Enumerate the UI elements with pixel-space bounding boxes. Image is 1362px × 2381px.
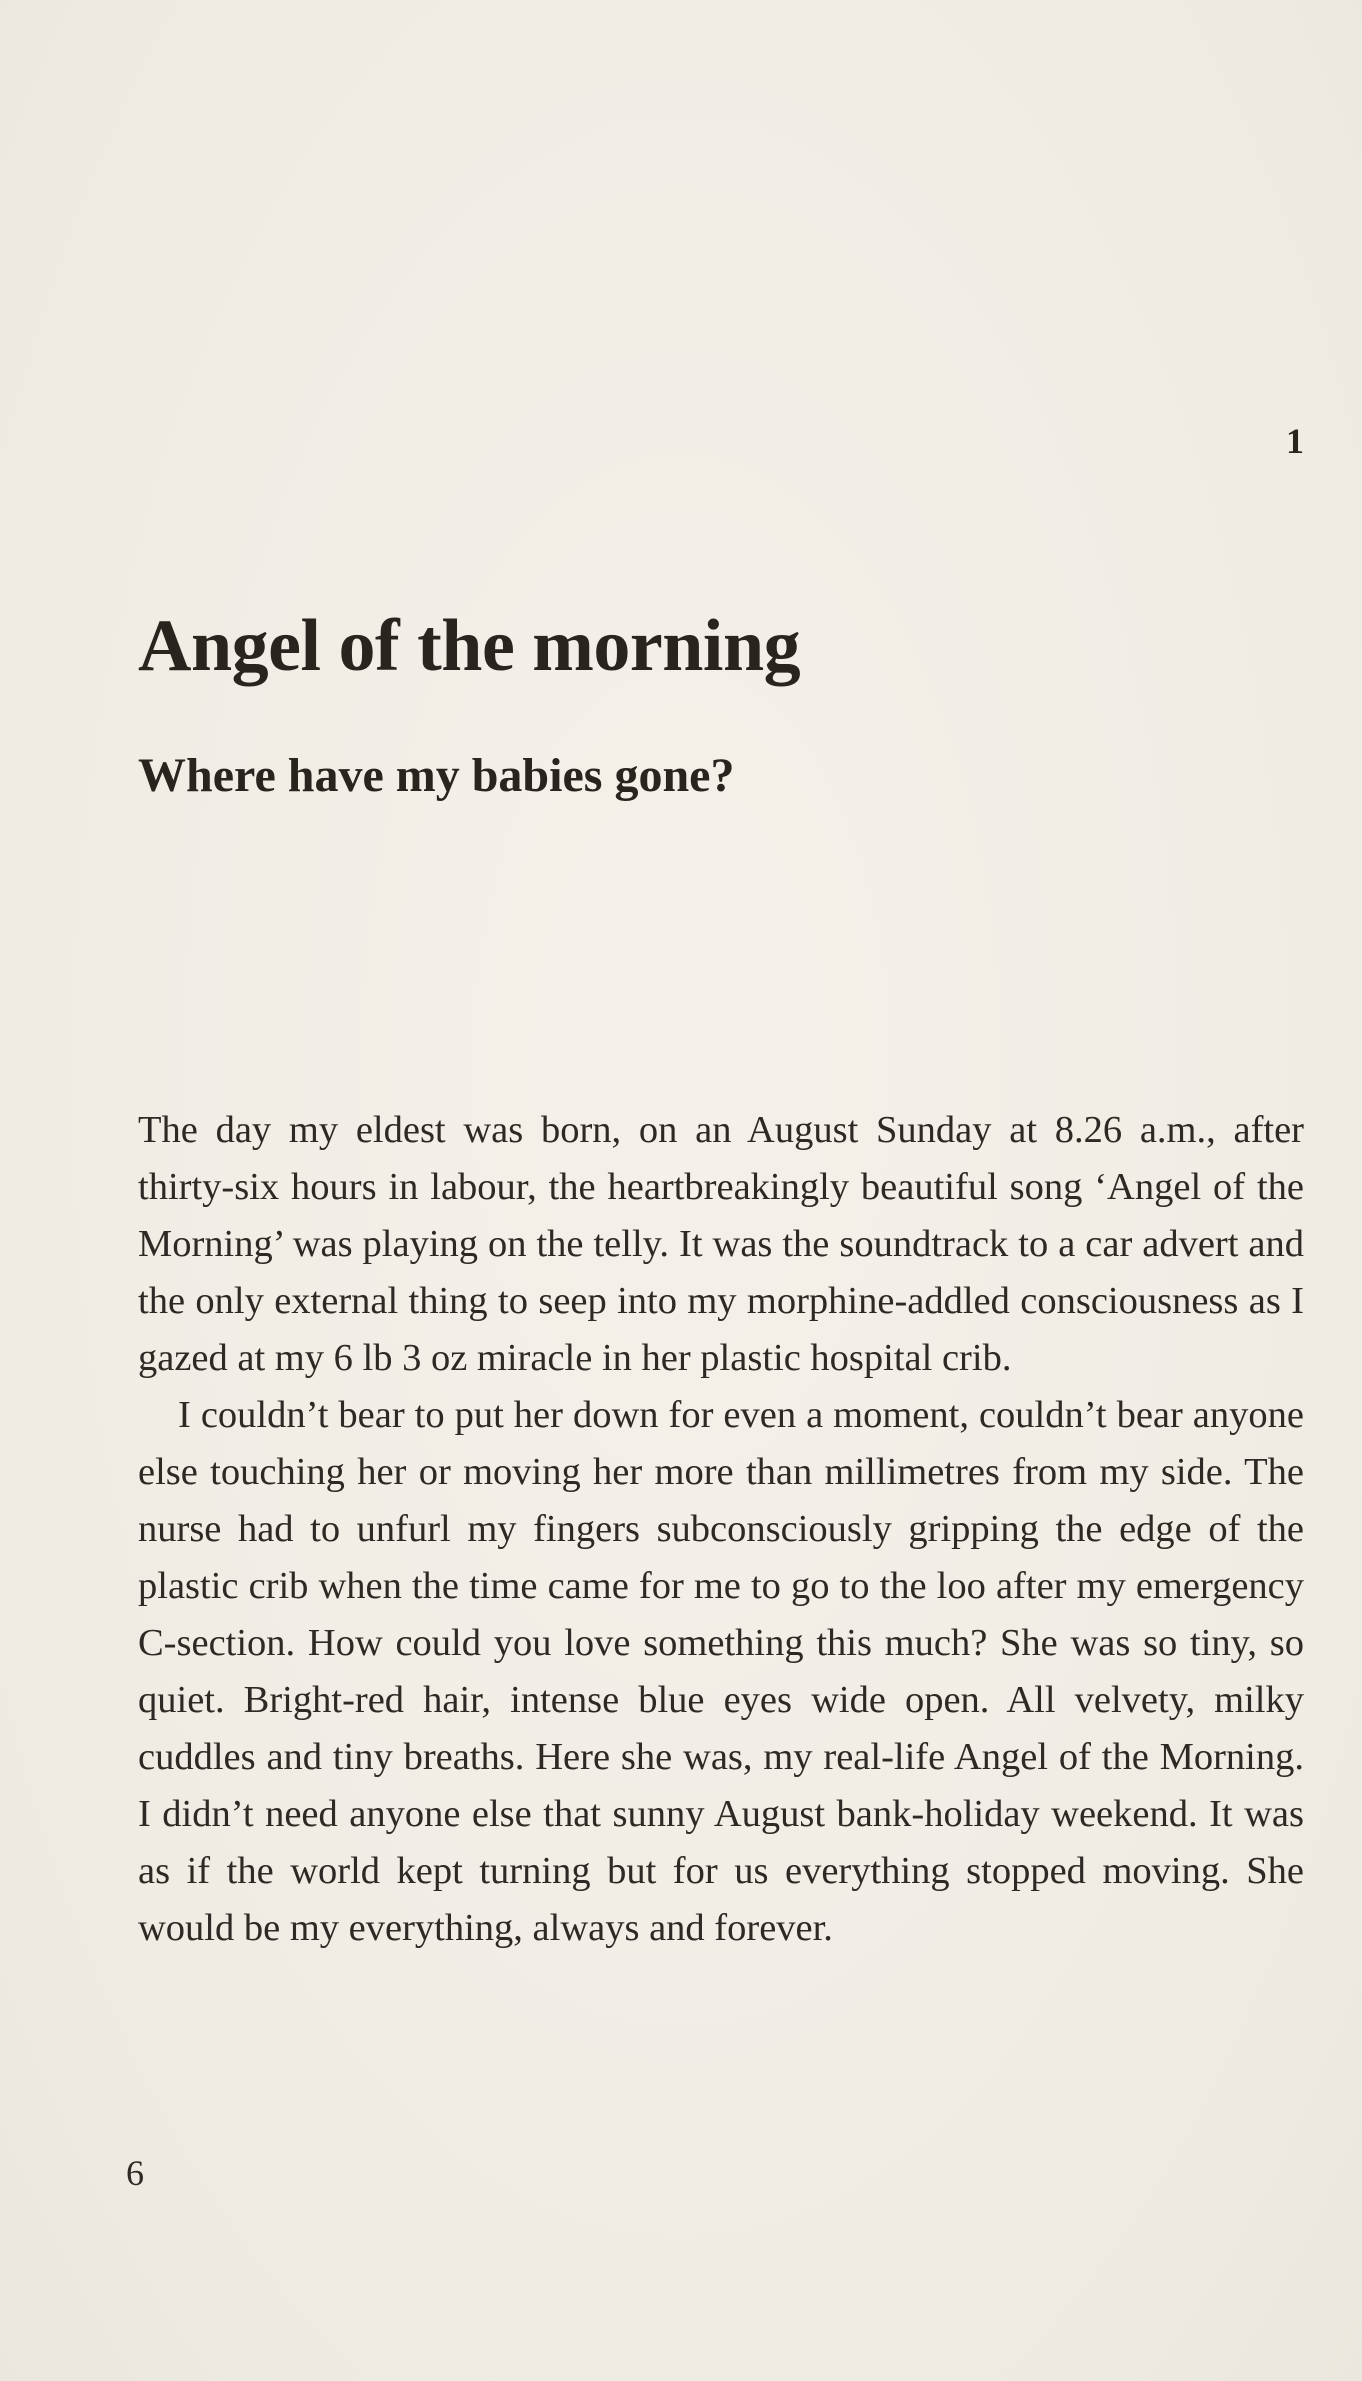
page-number: 6 [126,2153,144,2193]
body-text [138,1102,1304,1957]
paragraph: I couldn’t bear to put her down for even a moment, couldn’t bear anyone else touching her or moving her more than millimetres from my side. The nurse had to unfurl my fingers subconsciously gripping the edge of the plastic crib when the time came for me to go to the loo after my emergency C-section. How could you love something this much? She was so tiny, so quiet. Bright-red hair, intense blue eyes wide open. All velvety, milky cuddles and tiny breaths. Here she was, my real-life Angel of the Morning. I didn’t need anyone else that sunny August bank-holiday weekend. It was as if the world kept turning but for us everything stopped moving. She would be my everything, always and forever. [138,1394,1304,1949]
chapter-number: 1 [1286,421,1304,461]
chapter-title: Angel of the morning [138,605,801,687]
paragraph: The day my eldest was born, on an August Sunday at 8.26 a.m., after thirty-six hours in labour, the heartbreakingly beautiful song ‘Angel of the Morning’ was playing on the telly. It was the soundtrack to a car advert and the only external thing to seep into my morphine-addled consciousness as I gazed at my 6 lb 3 oz miracle in her plastic hospital crib. [138,1109,1304,1379]
chapter-subtitle: Where have my babies gone? [138,749,735,802]
